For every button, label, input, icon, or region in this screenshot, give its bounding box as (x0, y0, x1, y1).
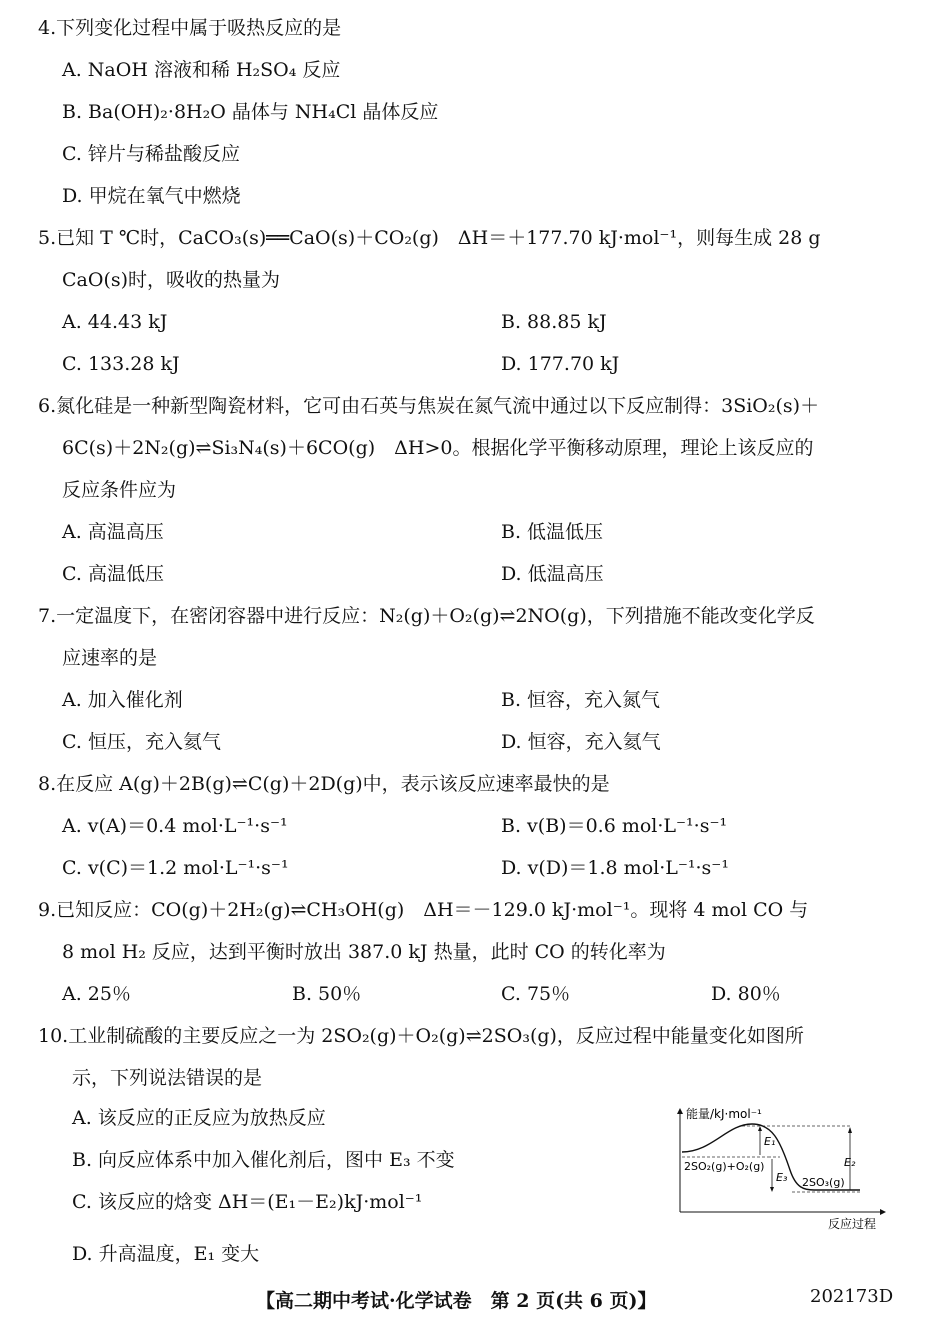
energy-diagram (672, 1100, 894, 1240)
q8-option-b: B. v(B)＝0.6 mol·L⁻¹·s⁻¹ (501, 815, 728, 837)
q6-option-b: B. 低温低压 (501, 521, 604, 543)
q6-option-a: A. 高温高压 (62, 521, 164, 543)
q9-option-b: B. 50％ (292, 983, 362, 1005)
q5-stem-line2: CaO(s)时，吸收的热量为 (62, 269, 281, 291)
e2-label: E₂ (844, 1156, 856, 1169)
q8-option-a: A. v(A)＝0.4 mol·L⁻¹·s⁻¹ (62, 815, 288, 837)
q10-stem-line1: 10.工业制硫酸的主要反应之一为 2SO₂(g)＋O₂(g)⇌2SO₃(g)，反应过程中能量变化如图所 (38, 1025, 804, 1047)
q9-option-d: D. 80％ (711, 983, 781, 1005)
q7-stem-line1: 7.一定温度下，在密闭容器中进行反应：N₂(g)＋O₂(g)⇌2NO(g)，下列措施不能改变化学反 (38, 605, 815, 627)
q7-option-a: A. 加入催化剂 (62, 689, 183, 711)
products-label: 2SO₃(g) (802, 1176, 845, 1189)
footer-code: 202173D (810, 1286, 894, 1307)
q6-stem-line2: 6C(s)＋2N₂(g)⇌Si₃N₄(s)＋6CO(g) ΔH>0。根据化学平衡移动原理，理论上该反应的 (62, 437, 814, 459)
q4-option-b: B. Ba(OH)₂·8H₂O 晶体与 NH₄Cl 晶体反应 (62, 101, 439, 123)
reactants-label: 2SO₂(g)+O₂(g) (684, 1160, 765, 1173)
e1-arrow-head (758, 1126, 762, 1131)
e3-label: E₃ (776, 1171, 788, 1184)
q6-stem-line1: 6.氮化硅是一种新型陶瓷材料，它可由石英与焦炭在氮气流中通过以下反应制得：3SiO₂(s)＋ (38, 395, 820, 417)
q9-stem-line2: 8 mol H₂ 反应，达到平衡时放出 387.0 kJ 热量，此时 CO 的转化率为 (62, 941, 666, 963)
q6-stem-line3: 反应条件应为 (62, 479, 177, 501)
e1-label: E₁ (764, 1135, 776, 1148)
e2-arrow-head (848, 1127, 852, 1133)
q4-option-c: C. 锌片与稀盐酸反应 (62, 143, 240, 165)
footer-title: 【高二期中考试·化学试卷 第 2 页(共 6 页)】 (256, 1290, 657, 1312)
q5-option-a: A. 44.43 kJ (62, 311, 168, 333)
q4-option-d: D. 甲烷在氧气中燃烧 (62, 185, 241, 207)
q5-stem-line1: 5.已知 T ℃时，CaCO₃(s)══CaO(s)＋CO₂(g) ΔH＝＋177.70 kJ·mol⁻¹，则每生成 28 g (38, 227, 821, 249)
q7-stem-line2: 应速率的是 (62, 647, 158, 669)
q8-option-c: C. v(C)＝1.2 mol·L⁻¹·s⁻¹ (62, 857, 289, 879)
q4-stem: 4.下列变化过程中属于吸热反应的是 (38, 17, 342, 39)
q9-option-a: A. 25％ (62, 983, 131, 1005)
q10-option-c: C. 该反应的焓变 ΔH＝(E₁－E₂)kJ·mol⁻¹ (72, 1191, 423, 1213)
q8-option-d: D. v(D)＝1.8 mol·L⁻¹·s⁻¹ (501, 857, 729, 879)
q4-option-a: A. NaOH 溶液和稀 H₂SO₄ 反应 (62, 59, 341, 81)
q5-option-b: B. 88.85 kJ (501, 311, 607, 333)
q6-option-c: C. 高温低压 (62, 563, 164, 585)
energy-diagram-svg (672, 1100, 894, 1240)
q9-option-c: C. 75％ (501, 983, 571, 1005)
q9-stem-line1: 9.已知反应：CO(g)＋2H₂(g)⇌CH₃OH(g) ΔH＝－129.0 kJ·mol⁻¹。现将 4 mol CO 与 (38, 899, 809, 921)
q5-option-d: D. 177.70 kJ (501, 353, 620, 375)
q7-option-c: C. 恒压，充入氦气 (62, 731, 221, 753)
q7-option-b: B. 恒容，充入氮气 (501, 689, 661, 711)
q10-option-a: A. 该反应的正反应为放热反应 (72, 1107, 326, 1129)
x-axis-label: 反应过程 (828, 1217, 877, 1231)
q7-option-d: D. 恒容，充入氦气 (501, 731, 661, 753)
q10-option-b: B. 向反应体系中加入催化剂后，图中 E₃ 不变 (72, 1149, 455, 1171)
q10-option-d: D. 升高温度，E₁ 变大 (72, 1243, 260, 1265)
y-axis-arrow (677, 1108, 683, 1114)
q6-option-d: D. 低温高压 (501, 563, 604, 585)
q5-option-c: C. 133.28 kJ (62, 353, 180, 375)
q10-stem-line2: 示，下列说法错误的是 (72, 1067, 263, 1089)
y-axis-label: 能量/kJ·mol⁻¹ (686, 1107, 762, 1121)
q8-stem: 8.在反应 A(g)＋2B(g)⇌C(g)＋2D(g)中，表示该反应速率最快的是 (38, 773, 610, 795)
x-axis-arrow (880, 1209, 886, 1215)
e3-arrow-head (770, 1187, 774, 1192)
